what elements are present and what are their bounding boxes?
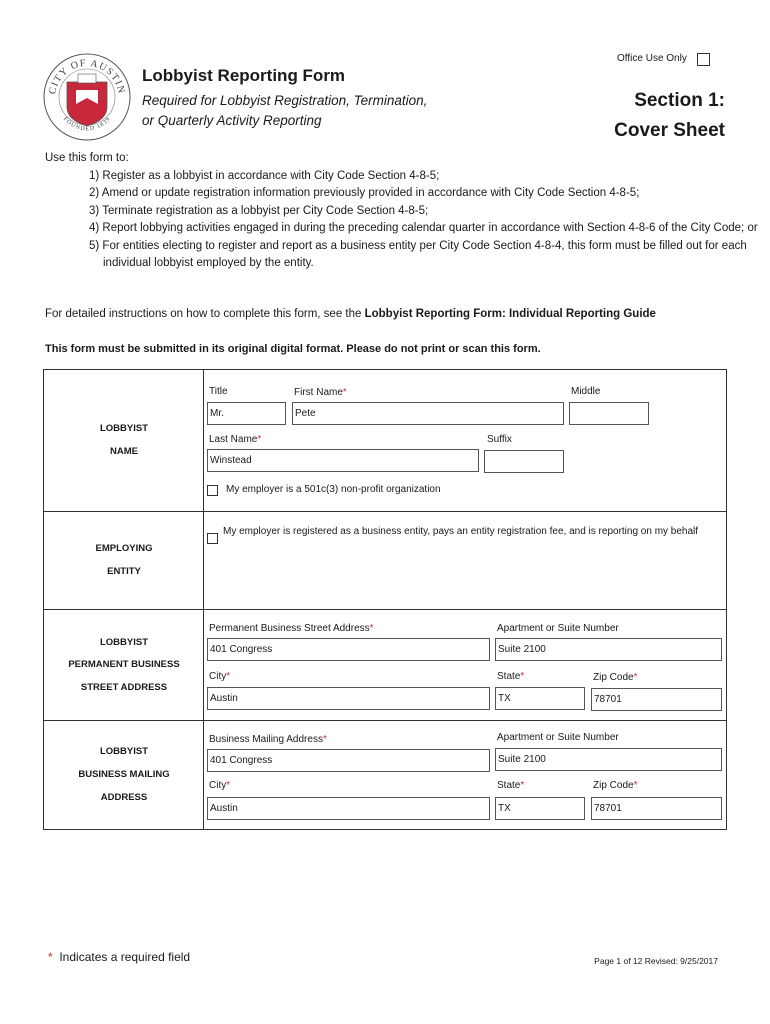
employing-entity-label [44, 512, 204, 609]
intro-item: 1) Register as a lobbyist in accordance with City Code Section 4-8-5; [89, 169, 440, 182]
mailing-state-label: State* [497, 780, 525, 791]
intro-item: 4) Report lobbying activities engaged in during the preceding calendar quarter in accordance with Section 4-8-6 of the City Code; or [89, 222, 758, 234]
office-use-checkbox[interactable] [697, 53, 710, 66]
row-label-line: LOBBYIST [99, 746, 149, 757]
row-label-line: PERMANENT BUSINESS [68, 659, 180, 670]
mailing-street-label: Business Mailing Address* [209, 734, 327, 745]
cover-sheet-form [43, 369, 727, 830]
suffix-label: Suffix [487, 434, 512, 445]
row-label-line: STREET ADDRESS [80, 682, 168, 693]
mailing-state-field[interactable]: TX [495, 797, 585, 820]
employing-entity-row [44, 512, 726, 610]
row-label-line: ADDRESS [100, 792, 148, 803]
mailing-zip-label: Zip Code* [593, 780, 638, 791]
intro-lead: Use this form to: [45, 152, 129, 164]
subtitle-line-1: Required for Lobbyist Registration, Termination, [142, 93, 428, 108]
row-label-line: ENTITY [107, 566, 141, 577]
mailing-address-row [44, 721, 726, 829]
mailing-city-label: City* [209, 780, 231, 791]
business-entity-label: My employer is registered as a business entity, pays an entity registration fee, and is reporting on my behalf [223, 526, 699, 537]
street-label: Permanent Business Street Address* [209, 623, 374, 634]
row-label-line: NAME [110, 446, 138, 457]
lobbyist-name-row [44, 370, 726, 512]
permanent-address-row [44, 610, 726, 721]
city-label: City* [209, 671, 231, 682]
last-name-label: Last Name* [209, 434, 262, 445]
row-label-line: BUSINESS MAILING [78, 769, 170, 780]
middle-name-field[interactable] [569, 402, 649, 425]
row-label-line: LOBBYIST [99, 423, 149, 434]
office-use-label: Office Use Only [617, 53, 687, 64]
title-field[interactable]: Mr. [207, 402, 286, 425]
street-field[interactable]: 401 Congress [207, 638, 490, 661]
row-label-line: LOBBYIST [99, 637, 149, 648]
seal-text-top: CITY OF AUSTIN [47, 57, 127, 96]
first-name-label: First Name* [294, 387, 347, 398]
intro-block [45, 150, 770, 273]
state-label: State* [497, 671, 525, 682]
mailing-city-field[interactable]: Austin [207, 797, 490, 820]
row-label-line: EMPLOYING [95, 543, 153, 554]
intro-item: 3) Terminate registration as a lobbyist per City Code Section 4-8-5; [89, 204, 429, 217]
nonprofit-checkbox[interactable] [207, 485, 218, 496]
form-subtitle [142, 91, 427, 131]
city-field[interactable]: Austin [207, 687, 490, 710]
permanent-address-label [44, 610, 204, 720]
mailing-street-field[interactable]: 401 Congress [207, 749, 490, 772]
subtitle-line-2: or Quarterly Activity Reporting [142, 113, 322, 128]
required-field-note [48, 950, 190, 964]
nonprofit-label: My employer is a 501c(3) non-profit organization [226, 484, 441, 495]
suite-label: Apartment or Suite Number [497, 623, 619, 634]
zip-field[interactable]: 78701 [591, 688, 722, 711]
guide-reference: Lobbyist Reporting Form: Individual Reporting Guide [364, 308, 656, 320]
state-field[interactable]: TX [495, 687, 585, 710]
required-asterisk: * [48, 950, 53, 964]
mailing-zip-field[interactable]: 78701 [591, 797, 722, 820]
section-name: Cover Sheet [614, 120, 725, 141]
section-heading [614, 86, 725, 146]
form-title: Lobbyist Reporting Form [142, 66, 346, 85]
instructions-line [45, 308, 656, 320]
intro-item: 5) For entities electing to register and report as a business entity per City Code Section 4-8-4, this form must be filled out for each individual lobbyist employed by the entity. [89, 239, 747, 269]
last-name-field[interactable]: Winstead [207, 449, 479, 472]
seal-text-bottom: FOUNDED 1839 [61, 116, 113, 133]
intro-list [45, 168, 770, 273]
suffix-field[interactable] [484, 450, 564, 473]
intro-item: 2) Amend or update registration information previously provided in accordance with City Code Section 4-8-5; [89, 187, 640, 199]
required-note-text: Indicates a required field [59, 950, 191, 964]
mailing-address-label [44, 721, 204, 829]
zip-label: Zip Code* [593, 672, 638, 683]
page-info: Page 1 of 12 Revised: 9/25/2017 [594, 956, 718, 966]
instructions-prefix: For detailed instructions on how to complete this form, see the [45, 308, 365, 320]
business-entity-checkbox[interactable] [207, 533, 218, 544]
suite-field[interactable]: Suite 2100 [495, 638, 722, 661]
title-label: Title [209, 386, 228, 397]
middle-label: Middle [571, 386, 601, 397]
first-name-field[interactable]: Pete [292, 402, 564, 425]
city-of-austin-seal [42, 52, 132, 142]
lobbyist-name-label [44, 370, 204, 511]
submission-warning: This form must be submitted in its original digital format. Please do not print or scan this form. [45, 343, 541, 355]
mailing-suite-label: Apartment or Suite Number [497, 732, 619, 743]
mailing-suite-field[interactable]: Suite 2100 [495, 748, 722, 771]
section-number: Section 1: [634, 90, 725, 111]
